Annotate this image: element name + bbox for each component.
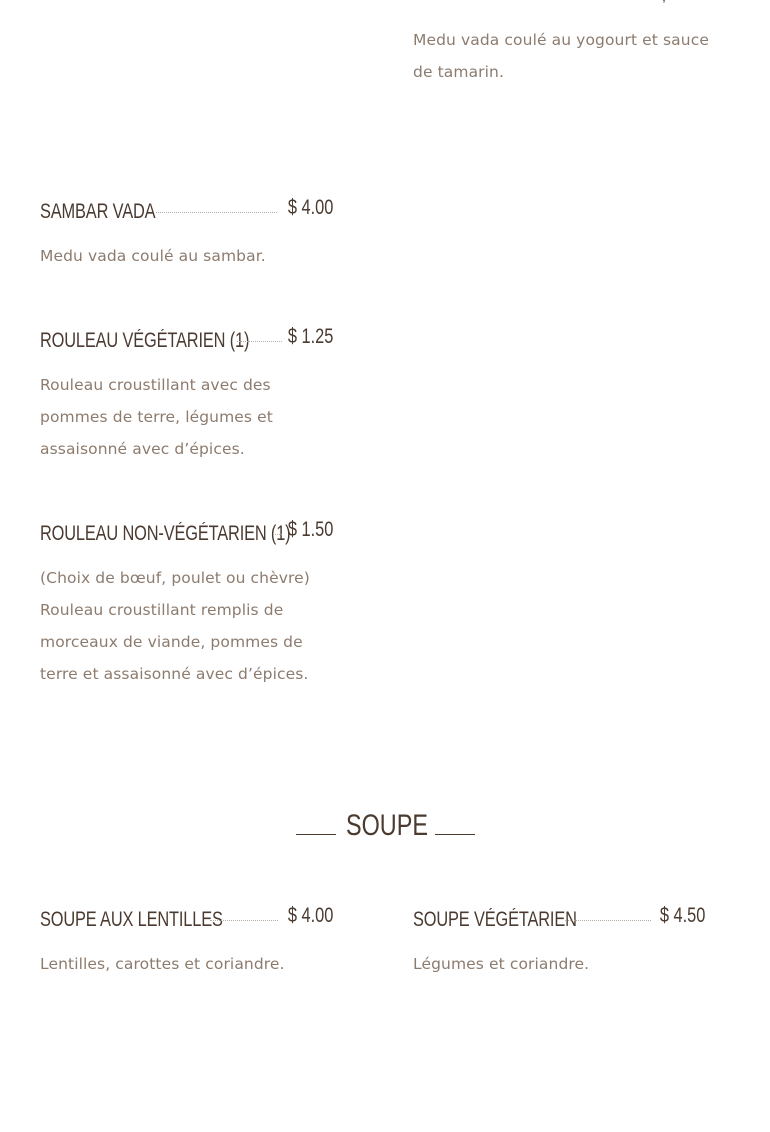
menu-item-price: $ 1.50 [287, 518, 333, 541]
menu-item-description: (Choix de bœuf, poulet ou chèvre) Rouleau croustillant remplis de morceaux de viande, pommes de terre et assaisonné avec d’épices. [40, 569, 310, 683]
menu-item-description: Medu vada coulé au sambar. [40, 247, 266, 265]
menu-item-price: $ 4.00 [287, 904, 333, 927]
menu-item-description: Rouleau croustillant avec des pommes de terre, légumes et assaisonné avec d’épices. [40, 376, 273, 458]
leader-dots [210, 920, 278, 921]
section-rule-left [296, 834, 336, 835]
leader-dots [565, 920, 651, 921]
menu-item-name: ROULEAU VÉGÉTARIEN (1) [40, 329, 250, 352]
section-title: SOUPE [346, 809, 428, 842]
leader-dots [273, 534, 282, 535]
menu-item-name: SAMBAR VADA [40, 200, 156, 223]
menu-item-price: $ 4.00 [287, 196, 333, 219]
menu-item-description: Medu vada coulé au yogourt et sauce de tamarin. [413, 31, 709, 81]
menu-item-price: $ 1.25 [287, 325, 333, 348]
leader-dots [237, 341, 282, 342]
menu-item-name: SOUPE VÉGÉTARIEN [413, 908, 577, 931]
menu-item-name: SOUPE AUX LENTILLES [40, 908, 223, 931]
section-rule-right [435, 834, 475, 835]
menu-item-description: Lentilles, carottes et coriandre. [40, 955, 285, 973]
cropped-item-fragment [662, 0, 666, 4]
leader-dots [156, 212, 277, 213]
menu-item-price: $ 4.50 [659, 904, 705, 927]
menu-item-name: ROULEAU NON-VÉGÉTARIEN (1) [40, 522, 291, 545]
menu-item-description: Légumes et coriandre. [413, 955, 590, 973]
